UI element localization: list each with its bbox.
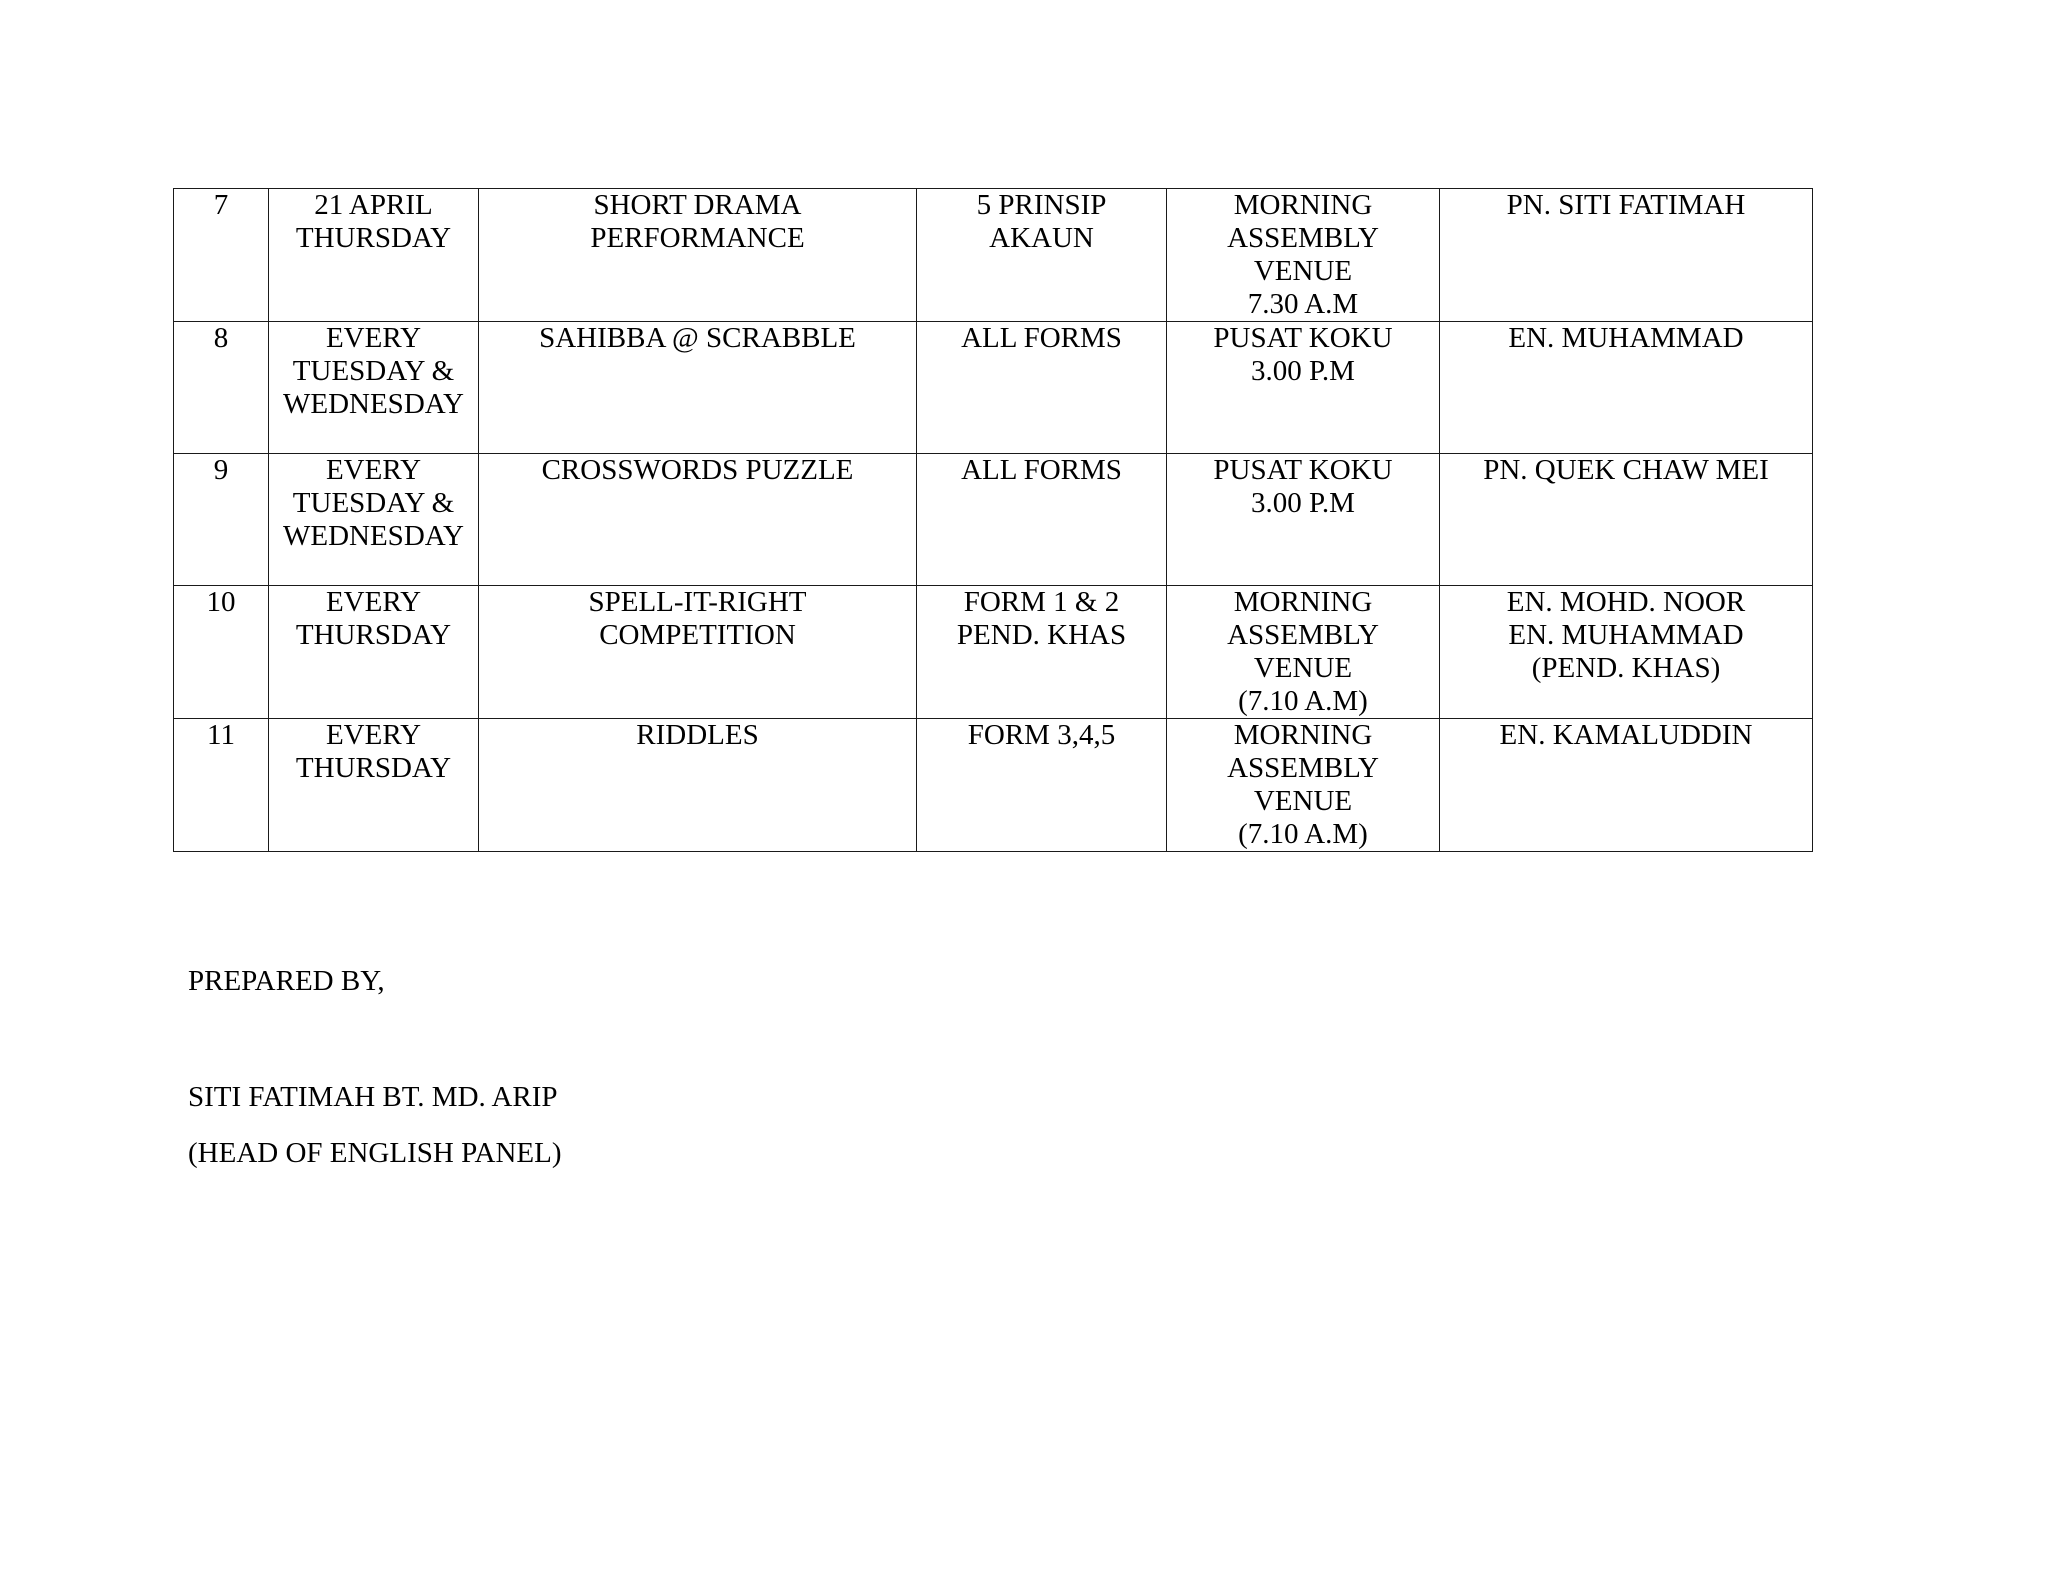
activity-cell: SAHIBBA @ SCRABBLE bbox=[479, 322, 917, 454]
row-number-cell: 10 bbox=[174, 586, 269, 719]
activity-cell: CROSSWORDS PUZZLE bbox=[479, 454, 917, 586]
table-row bbox=[174, 719, 1813, 852]
participants-cell: ALL FORMS bbox=[917, 322, 1167, 454]
teacher-cell: EN. MUHAMMAD bbox=[1440, 322, 1813, 454]
date-cell: EVERY TUESDAY & WEDNESDAY bbox=[269, 454, 479, 586]
venue-cell: PUSAT KOKU 3.00 P.M bbox=[1167, 454, 1440, 586]
table-row bbox=[174, 322, 1813, 454]
teacher-cell: EN. KAMALUDDIN bbox=[1440, 719, 1813, 852]
table-row bbox=[174, 454, 1813, 586]
row-number-cell: 9 bbox=[174, 454, 269, 586]
preparer-name: SITI FATIMAH BT. MD. ARIP bbox=[188, 1081, 558, 1113]
participants-cell: FORM 1 & 2 PEND. KHAS bbox=[917, 586, 1167, 719]
activity-cell: SHORT DRAMA PERFORMANCE bbox=[479, 189, 917, 322]
preparer-position: (HEAD OF ENGLISH PANEL) bbox=[188, 1137, 562, 1169]
date-cell: 21 APRIL THURSDAY bbox=[269, 189, 479, 322]
activity-schedule-table bbox=[173, 188, 1813, 852]
table-row bbox=[174, 586, 1813, 719]
date-cell: EVERY THURSDAY bbox=[269, 586, 479, 719]
row-number-cell: 8 bbox=[174, 322, 269, 454]
activity-cell: SPELL-IT-RIGHT COMPETITION bbox=[479, 586, 917, 719]
venue-cell: MORNING ASSEMBLY VENUE (7.10 A.M) bbox=[1167, 586, 1440, 719]
prepared-by-label: PREPARED BY, bbox=[188, 965, 385, 997]
row-number-cell: 7 bbox=[174, 189, 269, 322]
venue-cell: PUSAT KOKU 3.00 P.M bbox=[1167, 322, 1440, 454]
participants-cell: FORM 3,4,5 bbox=[917, 719, 1167, 852]
row-number-cell: 11 bbox=[174, 719, 269, 852]
teacher-cell: PN. SITI FATIMAH bbox=[1440, 189, 1813, 322]
venue-cell: MORNING ASSEMBLY VENUE 7.30 A.M bbox=[1167, 189, 1440, 322]
table-row bbox=[174, 189, 1813, 322]
date-cell: EVERY THURSDAY bbox=[269, 719, 479, 852]
participants-cell: 5 PRINSIP AKAUN bbox=[917, 189, 1167, 322]
activity-cell: RIDDLES bbox=[479, 719, 917, 852]
participants-cell: ALL FORMS bbox=[917, 454, 1167, 586]
teacher-cell: EN. MOHD. NOOR EN. MUHAMMAD (PEND. KHAS) bbox=[1440, 586, 1813, 719]
date-cell: EVERY TUESDAY & WEDNESDAY bbox=[269, 322, 479, 454]
venue-cell: MORNING ASSEMBLY VENUE (7.10 A.M) bbox=[1167, 719, 1440, 852]
teacher-cell: PN. QUEK CHAW MEI bbox=[1440, 454, 1813, 586]
